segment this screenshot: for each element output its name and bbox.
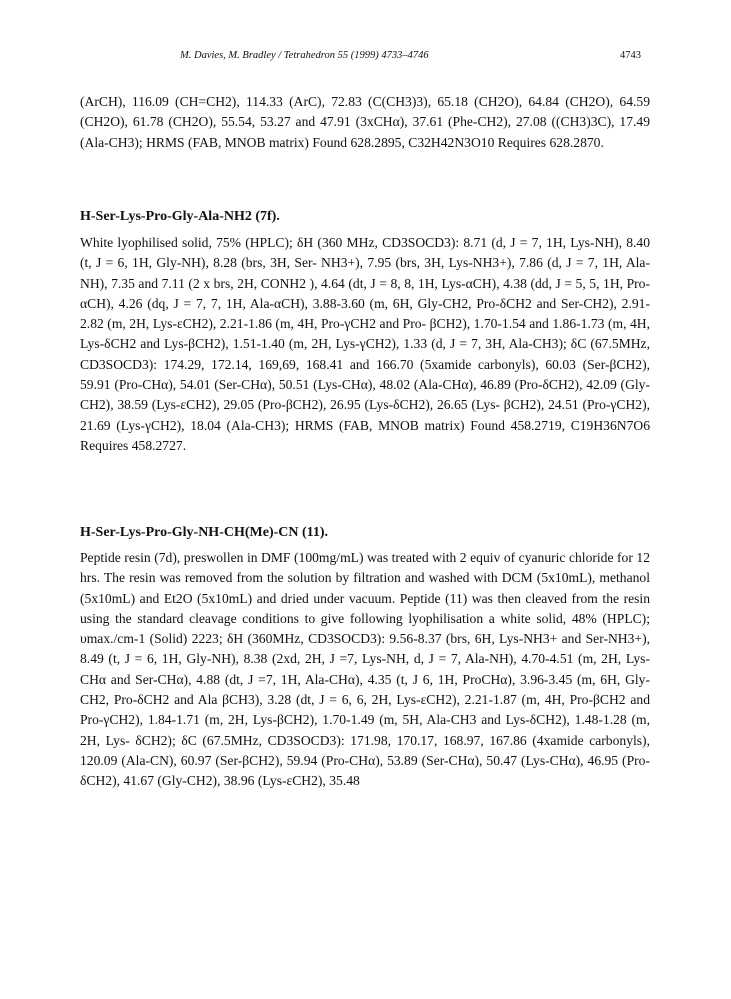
compound-heading-7f: H-Ser-Lys-Pro-Gly-Ala-NH2 (7f). (80, 209, 280, 224)
page-header (0, 50, 731, 66)
compound-heading-11: H-Ser-Lys-Pro-Gly-NH-CH(Me)-CN (11). (80, 525, 329, 540)
running-title: M. Davies, M. Bradley / Tetrahedron 55 (1999) 4733–4746 (180, 50, 429, 61)
paragraph-continuation: (ArCH), 116.09 (CH=CH2), 114.33 (ArC), 72.83 (C(CH3)3), 65.18 (CH2O), 64.84 (CH2O), 64.59 (CH2O), 61.78 (CH2O), 55.54, 53.27 and 47.91 (3xCHα), 37.61 (Phe-CH2), 27.08 ((CH3)3C), 17.49 (Ala-CH3); HRMS (FAB, MNOB matrix) Found 628.2895, C32H42N3O10 Requires 628.2870. (80, 94, 650, 150)
compound-data-7f: White lyophilised solid, 75% (HPLC); δH (360 MHz, CD3SOCD3): 8.71 (d, J = 7, 1H, Lys-NH), 8.40 (t, J = 6, 1H, Gly-NH), 8.28 (brs, 3H, Ser- NH3+), 7.95 (brs, 3H, Lys-NH3+), 7.86 (d, J = 7, 1H, Ala-NH), 7.35 and 7.11 (2 x brs, 2H, CONH2 ), 4.64 (dt, J = 8, 8, 1H, Lys-αCH), 4.38 (dd, J = 5, 5, 1H, Pro-αCH), 4.26 (dq, J = 7, 7, 1H, Ala-αCH), 3.88-3.60 (m, 6H, Gly-CH2, Pro-δCH2 and Ser-CH2), 2.91-2.82 (m, 2H, Lys-εCH2), 2.21-1.86 (m, 4H, Pro-γCH2 and Pro- βCH2), 1.70-1.54 and 1.86-1.73 (m, 4H, Lys-δCH2 and Lys-βCH2), 1.51-1.40 (m, 2H, Lys-γCH2), 1.33 (d, J = 7, 3H, Ala-CH3); δC (67.5MHz, CD3SOCD3): 174.29, 172.14, 169,69, 168.41 and 166.70 (5xamide carbonyls), 60.03 (Ser-βCH2), 59.91 (Pro-CHα), 54.01 (Ser-CHα), 50.51 (Lys-CHα), 48.02 (Ala-CHα), 46.89 (Pro-δCH2), 42.09 (Gly-CH2), 38.59 (Lys-εCH2), 29.05 (Pro-βCH2), 26.95 (Lys-δCH2), 26.65 (Lys- βCH2), 24.51 (Pro-γCH2), 21.69 (Lys-γCH2), 18.04 (Ala-CH3); HRMS (FAB, MNOB matrix) Found 458.2719, C19H36N7O6 Requires 458.2727. (80, 235, 650, 453)
compound-data-11: Peptide resin (7d), preswollen in DMF (100mg/mL) was treated with 2 equiv of cyanuric chloride for 12 hrs. The resin was removed from the solution by filtration and washed with DCM (5x10mL), methanol (5x10mL) and Et2O (5x10mL) and dried under vacuum. Peptide (11) was then cleaved from the resin using the standard cleavage conditions to give following lyophilisation a white solid, 48% (HPLC); υmax./cm-1 (Solid) 2223; δH (360MHz, CD3SOCD3): 9.56-8.37 (brs, 6H, Lys-NH3+ and Ser-NH3+), 8.49 (t, J = 6, 1H, Gly-NH), 8.38 (2xd, 2H, J =7, Lys-NH, d, J = 7, Ala-NH), 4.70-4.51 (m, 2H, Lys-CHα and Ser-CHα), 4.88 (dt, J =7, 1H, Ala-CHα), 4.35 (t, J 6, 1H, ProCHα), 3.96-3.45 (m, 6H, Gly-CH2, Pro-δCH2 and Ala βCH3), 3.28 (dt, J = 6, 6, 2H, Lys-εCH2), 2.21-1.87 (m, 4H, Pro-βCH2 and Pro-γCH2), 1.84-1.71 (m, 2H, Lys-βCH2), 1.70-1.49 (m, 5H, Ala-CH3 and Lys-δCH2), 1.48-1.28 (m, 2H, Lys- δCH2); δC (67.5MHz, CD3SOCD3): 171.98, 170.17, 168.97, 167.86 (4xamide carbonyls), 120.09 (Ala-CN), 60.97 (Ser-βCH2), 59.94 (Pro-CHα), 53.89 (Ser-CHα), 50.47 (Lys-CHα), 46.95 (Pro-δCH2), 41.67 (Gly-CH2), 38.96 (Lys-εCH2), 35.48 (80, 550, 650, 789)
page-number: 4743 (620, 50, 641, 61)
